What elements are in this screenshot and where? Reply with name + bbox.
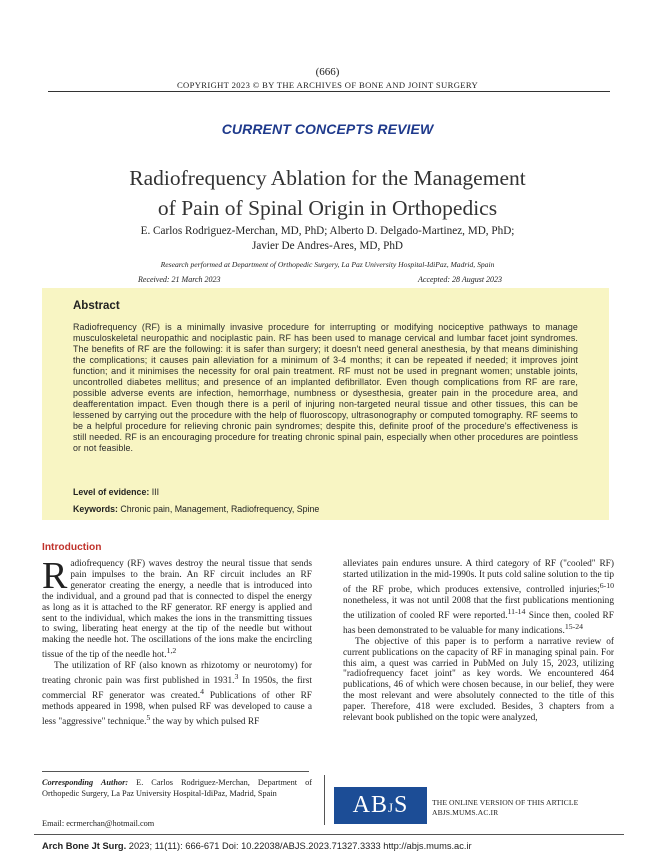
corresponding-label: Corresponding Author: [42,778,129,787]
citation-ref: 3 [234,672,239,682]
body-column-right [343,559,614,724]
logo-separator: J [387,800,395,815]
accepted-date: Accepted: 28 August 2023 [418,275,503,284]
paragraph-text: Publications of other RF methods appeared in 1998, when pulsed RF was developed to cause a less "aggressive" technique. [42,691,313,728]
abstract-heading: Abstract [73,300,120,312]
level-value: III [149,487,160,497]
article-title [0,163,655,223]
citation-ref: 4 [200,687,204,697]
section-label: CURRENT CONCEPTS REVIEW [221,121,434,137]
introduction-heading: Introduction [42,542,102,553]
paragraph-text: alleviates pain endures unsure. A third category of RF ("cooled" RF) started utilization in the mid-1990s. It puts cold saline solution to the tip of the RF probe, which produces extensive, controlled injuries; [343,559,614,595]
online-version-text: THE ONLINE VERSION OF THIS ARTICLE [432,798,579,807]
level-of-evidence [73,487,159,497]
paragraph-text: The utilization of RF (also known as rhizotomy or neurotomy) for treating chronic pain was first published in 1931. [42,661,312,687]
title-line-1: Radiofrequency Ablation for the Management [129,166,526,190]
column-divider [324,775,325,825]
citation-ref: 5 [146,713,151,723]
authors-line-2: Javier De Andres-Ares, MD, PhD [251,240,403,252]
correspondence-rule [42,771,309,772]
author-email: Email: ecrmerchan@hotmail.com [42,819,155,828]
corresponding-author [42,777,312,799]
corresponding-text: E. Carlos Rodriguez-Merchan, Department of Orthopedic Surgery, La Paz University Hospital-IdiPaz, Madrid, Spain [42,778,312,798]
paragraph-text: adiofrequency (RF) waves destroy the neural tissue that sends pain impulses to the brain. An RF circuit includes an RF generator creating the energy, a needle that is introduced into the individual, and a ground pad that is connected to dispel the energy as long as it is attached to the RF generator. RF energy is applied and sent to the individual, which makes the ions in the transmitting tissues to swing, liberating heat energy at the tip of the needle but without making the needle hot. The oscillations of the ions make the encircling tissue of the tip of the needle hot. [42,559,312,661]
level-label: Level of evidence: [73,487,150,497]
paragraph-text: the way by which pulsed RF [150,717,260,728]
keywords-value: Chronic pain, Management, Radiofrequency, Spine [117,504,320,514]
citation-ref: 15-24 [564,621,584,631]
journal-abbrev: Arch Bone Jt Surg. [42,841,127,851]
affiliation: Research performed at Department of Orthopedic Surgery, La Paz University Hospital-IdiPaz, Madrid, Spain [160,260,495,269]
received-date: Received: 21 March 2023 [138,275,221,284]
footer-rule [34,834,624,835]
online-version-url[interactable]: ABJS.MUMS.AC.IR [432,808,499,817]
citation-ref: 1,2 [166,646,177,656]
copyright-line: COPYRIGHT 2023 © BY THE ARCHIVES OF BONE AND JOINT SURGERY [176,80,479,90]
paragraph [42,661,312,728]
page-number: (666) [315,66,340,78]
paragraph-text: Since then, cooled RF has been demonstrated to be valuable for many indications. [343,610,614,636]
title-line-2: of Pain of Spinal Origin in Orthopedics [157,196,498,220]
paragraph-text: nonetheless, it was not until 2008 that the first publications mentioning the utilization of cooled RF were reported. [343,595,614,621]
author-list [0,224,655,254]
paragraph: The objective of this paper is to perform a narrative review of current publications on the capacity of RF in managing spinal pain. For this aim, a quest was carried in PubMed on July 15, 2023, utilizing "radiofrequency facet joint" as key words. We encountered 464 publications, 46 of which were chosen because, in our belief, they were the most relevant and were absolutely connected to the title of this paper. Therefore, 418 were excluded. Besides, 3 chapters from a relevant book published on the topic were analyzed, [343,636,614,724]
citation-details: 2023; 11(11): 666-671 Doi: 10.22038/ABJS.2023.71327.3333 http://abjs.mums.ac.ir [126,841,472,851]
body-column-left [42,555,313,728]
paragraph [343,559,614,637]
abstract-text: Radiofrequency (RF) is a minimally invasive procedure for interrupting or modifying nociceptive pathways to manage musculoskeletal neuropathic and nociplastic pain. RF has been used to manage cervical and lumbar facet joint syndromes. The benefits of RF are the following: it is safer than surgery; it doesn't need general anesthesia, by that means diminishing the complications; it causes pain alleviation for a minimum of 3-4 months; it can be repeated if needed; it improves joint function; and it minimises the necessity for oral pain treatment. RF must not be used in pregnant women; unstable joints, uncontrolled diabetes mellitus; and presence of an implanted defibrillator. Even though complications from RF are rare, possible adverse events are infection, hemorrhage, numbness or dysesthesia, greater pain in the procedure area, and deafferentation impact. Even though there is a peril of injuring non-targeted neural tissue and other tissues, this can be lessened by carrying out the procedure with the help of fluoroscopy, ultrasonography or computed tomography. RF seems to be a helpful procedure for relieving chronic pain syndromes; despite this, definite proof of the procedure's effectiveness is still needed. RF is an encouraging procedure for treating chronic spinal pain, especially when other procedures are pointless or not feasible. [73,322,578,453]
header-rule [48,91,610,92]
keywords-label: Keywords: [73,504,118,514]
keywords [73,504,319,514]
citation-ref: 11-14 [507,606,526,616]
drop-cap: R [42,555,68,597]
citation-ref: 6-10 [599,580,614,590]
paragraph [42,555,312,661]
paragraph-text: In 1950s, the first commercial RF generator was created. [42,676,312,702]
footer-citation [42,841,472,851]
logo-end: S [394,792,409,818]
abjs-logo [334,787,427,824]
authors-line-1: E. Carlos Rodriguez-Merchan, MD, PhD; Alberto D. Delgado-Martinez, MD, PhD; [140,225,515,237]
logo-main: AB [352,792,388,818]
